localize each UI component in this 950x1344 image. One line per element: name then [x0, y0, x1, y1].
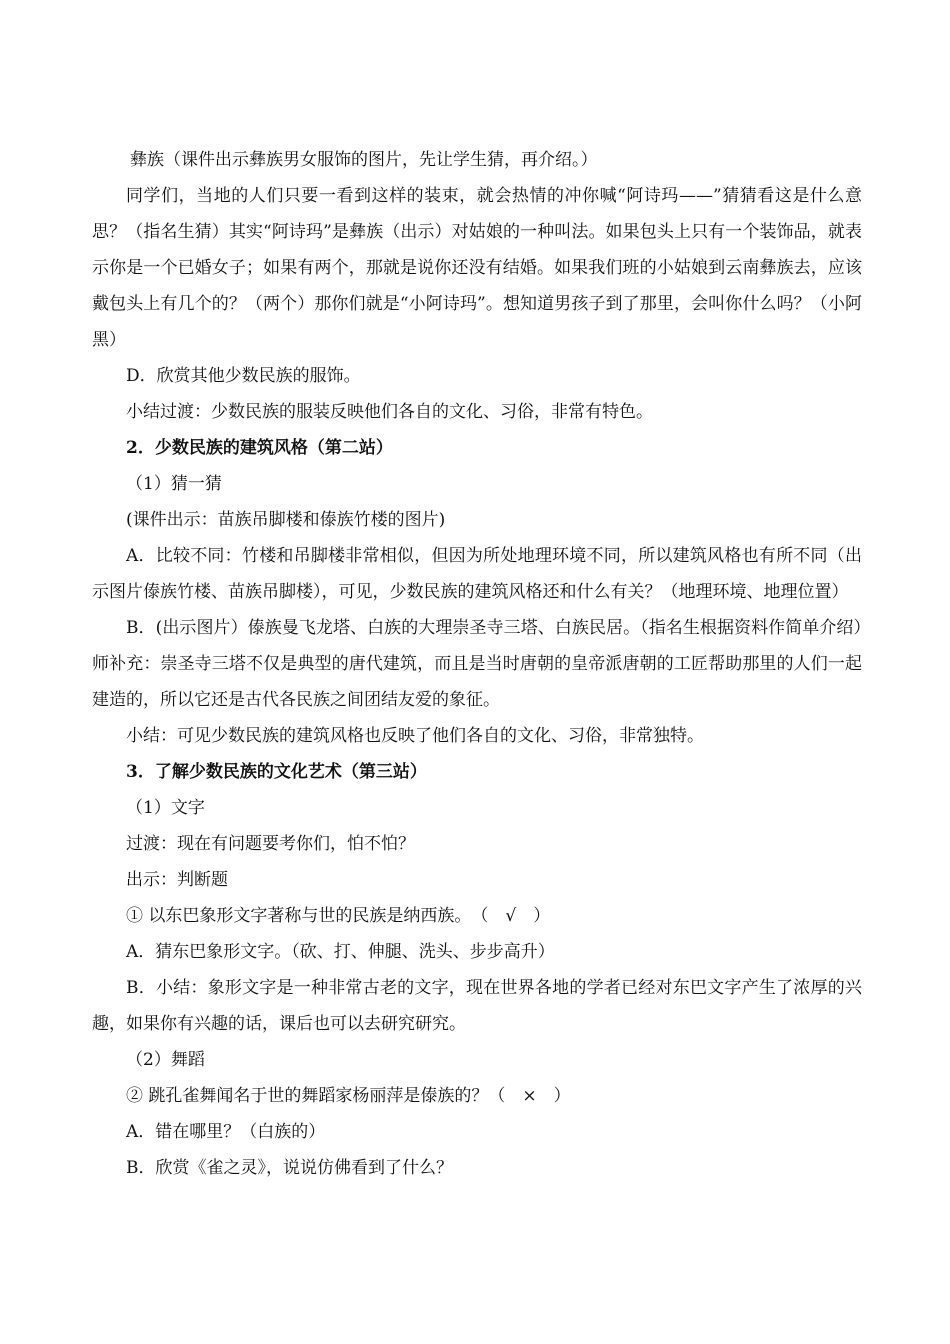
subsection-heading: （1）猜一猜	[126, 474, 222, 494]
section-heading: 3．了解少数民族的文化艺术（第三站）	[126, 762, 427, 782]
paragraph: 同学们，当地的人们只要一看到这样的装束，就会热情的冲你喊“阿诗玛——”猜猜看这是什么意思？（指名生猜）其实“阿诗玛”是彝族（出示）对姑娘的一种叫法。如果包头上只有一个装饰品，就表示你是一个已婚女子；如果有两个，那就是说你还没有结婚。如果我们班的小姑娘到云南彝族去，应该戴包头上有几个的？（两个）那你们就是“小阿诗玛”。想知道男孩子到了那里，会叫你什么吗？（小阿黑）	[92, 186, 862, 350]
paragraph: (课件出示：苗族吊脚楼和傣族竹楼的图片)	[126, 510, 446, 530]
paragraph: 彝族（课件出示彝族男女服饰的图片，先让学生猜，再介绍。）	[130, 150, 598, 170]
paragraph: A．比较不同：竹楼和吊脚楼非常相似，但因为所处地理环境不同，所以建筑风格也有所不同（出示图片傣族竹楼、苗族吊脚楼），可见，少数民族的建筑风格还和什么有关？（地理环境、地理位置）	[92, 546, 862, 602]
document-body	[92, 142, 862, 1186]
quiz-item: ① 以东巴象形文字著称与世的民族是纳西族。 （ √ ）	[126, 906, 551, 926]
quiz-item: ② 跳孔雀舞闻名于世的舞蹈家杨丽萍是傣族的？（ × ）	[126, 1086, 571, 1106]
subsection-heading: （2）舞蹈	[126, 1050, 205, 1070]
paragraph: D．欣赏其他少数民族的服饰。	[126, 366, 361, 386]
paragraph: 过渡：现在有问题要考你们，怕不怕？	[126, 834, 415, 854]
paragraph: A．猜东巴象形文字。（砍、打、伸腿、洗头、步步高升）	[126, 942, 555, 962]
paragraph: 出示：判断题	[126, 870, 228, 890]
paragraph: B．(出示图片）傣族曼飞龙塔、白族的大理崇圣寺三塔、白族民居。（指名生根据资料作简单介绍）师补充：崇圣寺三塔不仅是典型的唐代建筑，而且是当时唐朝的皇帝派唐朝的工匠帮助那里的人们一起建造的，所以它还是古代各民族之间团结友爱的象征。	[92, 618, 862, 710]
subsection-heading: （1）文字	[126, 798, 205, 818]
paragraph: 小结过渡：少数民族的服装反映他们各自的文化、习俗，非常有特色。	[126, 402, 653, 422]
paragraph: A．错在哪里？（白族的）	[126, 1122, 326, 1142]
section-heading: 2．少数民族的建筑风格（第二站）	[126, 438, 393, 458]
paragraph: B．欣赏《雀之灵》，说说仿佛看到了什么？	[126, 1158, 453, 1178]
paragraph: 小结：可见少数民族的建筑风格也反映了他们各自的文化、习俗，非常独特。	[126, 726, 704, 746]
paragraph: B．小结：象形文字是一种非常古老的文字，现在世界各地的学者已经对东巴文字产生了浓厚的兴趣，如果你有兴趣的话，课后也可以去研究研究。	[92, 978, 862, 1034]
